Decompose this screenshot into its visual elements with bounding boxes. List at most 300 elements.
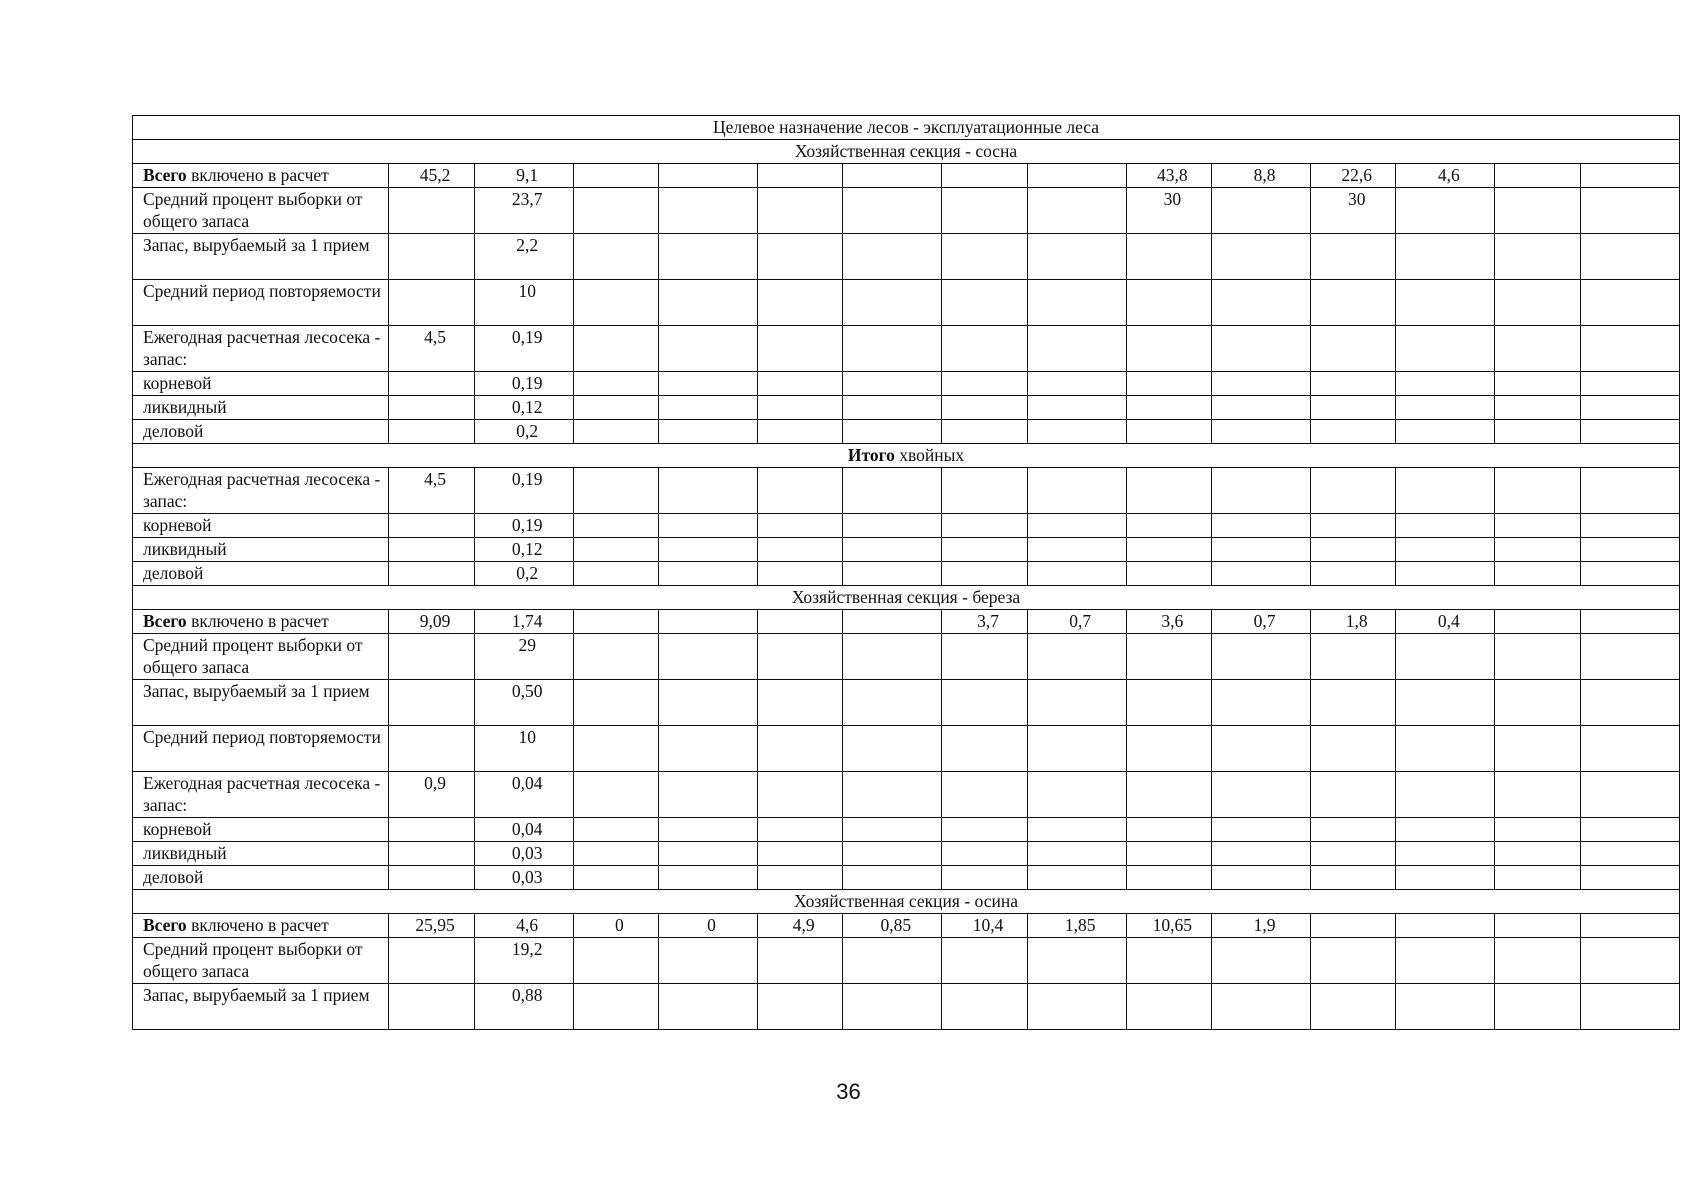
table-cell	[1126, 372, 1211, 396]
row-label-text: Средний процент выборки от общего запаса	[143, 939, 363, 981]
table-cell	[1495, 514, 1580, 538]
table-cell	[658, 680, 757, 726]
table-cell	[942, 562, 1027, 586]
row-label-text: Запас, вырубаемый за 1 прием	[143, 681, 370, 701]
table-cell	[1580, 680, 1679, 726]
table-cell	[658, 818, 757, 842]
table-cell	[942, 188, 1027, 234]
table-row	[133, 772, 1680, 818]
section-header-row	[133, 140, 1680, 164]
table-cell	[942, 514, 1027, 538]
row-label-text: Средний процент выборки от общего запаса	[143, 635, 363, 677]
table-cell	[1027, 772, 1126, 818]
row-label-text: деловой	[143, 563, 204, 583]
table-cell	[1311, 634, 1396, 680]
table-cell	[758, 514, 843, 538]
table-cell	[573, 372, 658, 396]
table-cell	[1311, 326, 1396, 372]
table-cell	[1211, 396, 1310, 420]
table-cell	[1311, 680, 1396, 726]
table-cell	[1495, 234, 1580, 280]
table-cell	[1126, 726, 1211, 772]
table-cell: 0,19	[474, 326, 573, 372]
table-cell	[942, 164, 1027, 188]
table-cell	[573, 234, 658, 280]
table-cell	[1495, 468, 1580, 514]
table-cell	[1211, 938, 1310, 984]
row-label-text: Ежегодная расчетная лесосека - запас:	[143, 327, 381, 369]
table-cell	[1211, 818, 1310, 842]
row-label-text: корневой	[143, 373, 212, 393]
table-cell	[658, 984, 757, 1030]
table-cell	[573, 420, 658, 444]
table-cell	[1396, 396, 1495, 420]
table-cell	[1580, 984, 1679, 1030]
table-cell	[658, 234, 757, 280]
table-cell	[1495, 914, 1580, 938]
table-cell	[1495, 842, 1580, 866]
table-cell	[1211, 514, 1310, 538]
table-row	[133, 326, 1680, 372]
table-cell	[1027, 420, 1126, 444]
table-cell	[942, 538, 1027, 562]
table-cell	[1211, 280, 1310, 326]
table-cell	[1027, 842, 1126, 866]
table-cell	[658, 514, 757, 538]
table-row	[133, 726, 1680, 772]
forest-harvest-table	[132, 115, 1680, 1030]
row-label	[133, 326, 389, 372]
table-cell	[389, 538, 474, 562]
table-cell	[1580, 562, 1679, 586]
table-cell	[1126, 468, 1211, 514]
table-cell: 1,85	[1027, 914, 1126, 938]
table-cell	[658, 164, 757, 188]
row-label-text: Ежегодная расчетная лесосека - запас:	[143, 773, 381, 815]
table-cell	[843, 818, 942, 842]
table-cell	[1126, 396, 1211, 420]
table-cell	[573, 726, 658, 772]
table-cell	[1126, 420, 1211, 444]
table-cell	[1580, 234, 1679, 280]
row-label	[133, 514, 389, 538]
table-cell: 0,03	[474, 842, 573, 866]
table-cell	[1027, 726, 1126, 772]
table-cell: 10,4	[942, 914, 1027, 938]
table-cell	[942, 818, 1027, 842]
row-label	[133, 634, 389, 680]
table-cell	[758, 938, 843, 984]
table-cell: 9,1	[474, 164, 573, 188]
table-cell	[1396, 680, 1495, 726]
table-cell	[843, 984, 942, 1030]
table-cell	[1580, 938, 1679, 984]
table-cell	[389, 562, 474, 586]
row-label	[133, 610, 389, 634]
row-label-text: ликвидный	[143, 539, 227, 559]
table-cell	[1311, 726, 1396, 772]
row-label	[133, 680, 389, 726]
table-cell: 29	[474, 634, 573, 680]
table-row	[133, 372, 1680, 396]
row-label	[133, 396, 389, 420]
table-cell	[658, 188, 757, 234]
table-cell: 0,19	[474, 372, 573, 396]
table-cell	[1495, 326, 1580, 372]
table-title-row	[133, 116, 1680, 140]
table-cell: 0,88	[474, 984, 573, 1030]
table-cell	[1126, 538, 1211, 562]
table-cell: 3,6	[1126, 610, 1211, 634]
table-cell	[1580, 372, 1679, 396]
table-cell	[389, 984, 474, 1030]
table-cell	[758, 326, 843, 372]
row-label-text: ликвидный	[143, 843, 227, 863]
table-cell	[658, 396, 757, 420]
table-cell	[942, 634, 1027, 680]
table-cell	[942, 772, 1027, 818]
table-cell: 23,7	[474, 188, 573, 234]
table-cell	[942, 326, 1027, 372]
table-cell: 19,2	[474, 938, 573, 984]
table-cell	[843, 680, 942, 726]
table-cell	[1211, 984, 1310, 1030]
section-header-text: Хозяйственная секция - береза	[791, 587, 1021, 607]
table-row	[133, 634, 1680, 680]
table-cell	[1027, 634, 1126, 680]
table-cell	[1580, 842, 1679, 866]
table-row	[133, 396, 1680, 420]
section-header-text: хвойных	[894, 445, 965, 465]
table-cell	[843, 188, 942, 234]
row-label	[133, 984, 389, 1030]
row-label-text: включено в расчет	[186, 915, 329, 935]
table-cell	[658, 772, 757, 818]
table-cell	[1211, 562, 1310, 586]
table-cell	[758, 468, 843, 514]
table-cell	[1027, 326, 1126, 372]
row-label-text: Средний процент выборки от общего запаса	[143, 189, 363, 231]
row-label	[133, 538, 389, 562]
table-cell	[658, 634, 757, 680]
table-cell	[1580, 326, 1679, 372]
table-cell	[1495, 634, 1580, 680]
table-cell	[1211, 842, 1310, 866]
table-cell	[1211, 372, 1310, 396]
table-cell	[942, 726, 1027, 772]
section-header	[133, 140, 1680, 164]
table-cell	[573, 538, 658, 562]
table-cell	[843, 842, 942, 866]
table-cell	[1396, 280, 1495, 326]
table-cell	[758, 562, 843, 586]
row-label	[133, 234, 389, 280]
table-cell	[1027, 562, 1126, 586]
row-label	[133, 372, 389, 396]
table-cell: 0	[573, 914, 658, 938]
table-cell	[573, 562, 658, 586]
table-cell	[389, 818, 474, 842]
table-cell	[1396, 468, 1495, 514]
table-cell	[573, 396, 658, 420]
table-cell	[1580, 726, 1679, 772]
table-cell	[942, 866, 1027, 890]
table-cell: 9,09	[389, 610, 474, 634]
table-cell	[1396, 562, 1495, 586]
table-cell	[1396, 772, 1495, 818]
table-cell: 10	[474, 280, 573, 326]
table-row	[133, 842, 1680, 866]
table-cell	[758, 420, 843, 444]
table-cell	[658, 842, 757, 866]
table-cell: 0,04	[474, 818, 573, 842]
table-cell	[1580, 468, 1679, 514]
table-cell	[658, 562, 757, 586]
table-row	[133, 468, 1680, 514]
row-label-text: Средний период повторяемости	[143, 281, 381, 301]
table-cell	[1580, 396, 1679, 420]
table-cell	[1126, 234, 1211, 280]
table-row	[133, 420, 1680, 444]
table-cell	[1396, 818, 1495, 842]
table-cell	[843, 538, 942, 562]
table-cell	[1027, 468, 1126, 514]
table-cell	[1027, 938, 1126, 984]
table-cell	[1396, 188, 1495, 234]
table-row	[133, 984, 1680, 1030]
row-label	[133, 164, 389, 188]
table-cell	[1580, 420, 1679, 444]
table-row	[133, 234, 1680, 280]
table-cell	[1495, 866, 1580, 890]
table-cell	[843, 468, 942, 514]
table-cell	[573, 938, 658, 984]
table-row	[133, 562, 1680, 586]
table-cell	[389, 680, 474, 726]
table-cell: 0,50	[474, 680, 573, 726]
table-cell	[758, 842, 843, 866]
table-cell	[758, 280, 843, 326]
table-cell	[1311, 938, 1396, 984]
table-cell	[389, 372, 474, 396]
table-cell	[1211, 772, 1310, 818]
table-cell	[1311, 420, 1396, 444]
table-cell	[843, 866, 942, 890]
table-cell	[942, 938, 1027, 984]
row-label-text: деловой	[143, 867, 204, 887]
table-cell	[1495, 984, 1580, 1030]
table-cell: 1,9	[1211, 914, 1310, 938]
table-cell	[389, 514, 474, 538]
table-cell	[1211, 538, 1310, 562]
table-cell	[758, 772, 843, 818]
table-cell	[1126, 866, 1211, 890]
table-cell	[1396, 538, 1495, 562]
table-cell	[1396, 326, 1495, 372]
table-cell: 4,6	[1396, 164, 1495, 188]
table-cell	[1580, 914, 1679, 938]
table-cell	[1396, 842, 1495, 866]
table-cell	[1396, 372, 1495, 396]
table-cell	[573, 634, 658, 680]
table-cell	[658, 326, 757, 372]
table-cell	[573, 680, 658, 726]
table-cell	[942, 280, 1027, 326]
table-cell	[573, 842, 658, 866]
table-cell	[1311, 984, 1396, 1030]
table-cell	[942, 372, 1027, 396]
row-label	[133, 938, 389, 984]
table-cell	[573, 818, 658, 842]
table-cell	[658, 610, 757, 634]
table-cell	[1396, 514, 1495, 538]
table-cell: 2,2	[474, 234, 573, 280]
table-cell	[1495, 164, 1580, 188]
table-cell	[1211, 726, 1310, 772]
table-cell	[1211, 468, 1310, 514]
table-cell	[1495, 680, 1580, 726]
table-cell	[573, 772, 658, 818]
table-cell	[1396, 938, 1495, 984]
table-cell: 0	[658, 914, 757, 938]
table-cell	[758, 680, 843, 726]
table-cell	[942, 680, 1027, 726]
table-cell	[843, 562, 942, 586]
table-cell	[942, 468, 1027, 514]
table-cell: 4,9	[758, 914, 843, 938]
table-cell	[573, 280, 658, 326]
table-cell: 43,8	[1126, 164, 1211, 188]
table-cell	[1311, 280, 1396, 326]
row-label-text: корневой	[143, 515, 212, 535]
table-cell	[1311, 914, 1396, 938]
table-cell	[1311, 372, 1396, 396]
table-cell	[1495, 280, 1580, 326]
table-cell	[1311, 866, 1396, 890]
table-cell: 3,7	[942, 610, 1027, 634]
table-cell	[1396, 914, 1495, 938]
table-cell	[758, 818, 843, 842]
table-cell	[1495, 562, 1580, 586]
table-cell	[389, 726, 474, 772]
table-cell: 0,12	[474, 538, 573, 562]
table-cell	[942, 234, 1027, 280]
table-cell: 1,8	[1311, 610, 1396, 634]
table-cell: 0,03	[474, 866, 573, 890]
table-cell	[1126, 772, 1211, 818]
section-header-row	[133, 586, 1680, 610]
row-label-text: Средний период повторяемости	[143, 727, 381, 747]
table-cell	[843, 514, 942, 538]
table-cell	[758, 188, 843, 234]
table-cell	[758, 396, 843, 420]
table-cell	[1211, 420, 1310, 444]
row-label	[133, 772, 389, 818]
table-cell	[843, 726, 942, 772]
page-number: 36	[836, 1079, 861, 1104]
table-cell: 0,04	[474, 772, 573, 818]
table-cell: 4,5	[389, 468, 474, 514]
table-cell	[1495, 726, 1580, 772]
table-cell	[1211, 326, 1310, 372]
table-cell: 8,8	[1211, 164, 1310, 188]
table-cell: 25,95	[389, 914, 474, 938]
table-cell	[1396, 866, 1495, 890]
row-label-bold: Всего	[143, 165, 187, 185]
table-cell	[1396, 726, 1495, 772]
table-cell	[1580, 164, 1679, 188]
table-cell	[1126, 818, 1211, 842]
table-cell: 0,4	[1396, 610, 1495, 634]
table-cell	[1580, 280, 1679, 326]
table-cell	[843, 326, 942, 372]
table-cell	[573, 164, 658, 188]
table-row	[133, 914, 1680, 938]
table-cell	[389, 938, 474, 984]
table-cell	[1126, 842, 1211, 866]
table-cell	[942, 420, 1027, 444]
table-row	[133, 818, 1680, 842]
row-label-text: Запас, вырубаемый за 1 прием	[143, 985, 370, 1005]
table-cell	[1027, 164, 1126, 188]
table-cell	[843, 372, 942, 396]
table-cell	[843, 420, 942, 444]
row-label	[133, 866, 389, 890]
row-label	[133, 842, 389, 866]
table-cell: 0,7	[1027, 610, 1126, 634]
table-cell: 10,65	[1126, 914, 1211, 938]
table-cell	[1311, 396, 1396, 420]
table-title: Целевое назначение лесов - эксплуатационные леса	[133, 116, 1680, 140]
table-cell: 30	[1311, 188, 1396, 234]
table-row	[133, 188, 1680, 234]
table-cell	[758, 634, 843, 680]
table-cell	[1311, 772, 1396, 818]
table-cell	[843, 234, 942, 280]
table-body	[133, 116, 1680, 1030]
table-row	[133, 866, 1680, 890]
table-cell	[1580, 514, 1679, 538]
table-cell	[1495, 188, 1580, 234]
table-cell	[1211, 680, 1310, 726]
table-cell	[1211, 234, 1310, 280]
row-label-text: ликвидный	[143, 397, 227, 417]
table-cell: 1,74	[474, 610, 573, 634]
row-label-bold: Всего	[143, 915, 187, 935]
table-cell	[658, 726, 757, 772]
table-cell	[389, 866, 474, 890]
table-cell	[1311, 234, 1396, 280]
table-cell: 22,6	[1311, 164, 1396, 188]
table-cell	[389, 280, 474, 326]
row-label-text: включено в расчет	[186, 611, 329, 631]
table-cell: 10	[474, 726, 573, 772]
row-label-bold: Всего	[143, 611, 187, 631]
row-label	[133, 914, 389, 938]
row-label	[133, 468, 389, 514]
table-cell	[1027, 680, 1126, 726]
table-cell	[1211, 634, 1310, 680]
table-cell	[1396, 234, 1495, 280]
row-label	[133, 420, 389, 444]
table-cell	[758, 538, 843, 562]
table-cell	[1027, 866, 1126, 890]
section-header-text: Хозяйственная секция - сосна	[794, 141, 1018, 161]
table-cell	[1126, 562, 1211, 586]
table-cell	[1311, 514, 1396, 538]
table-cell	[1311, 468, 1396, 514]
table-cell	[573, 468, 658, 514]
